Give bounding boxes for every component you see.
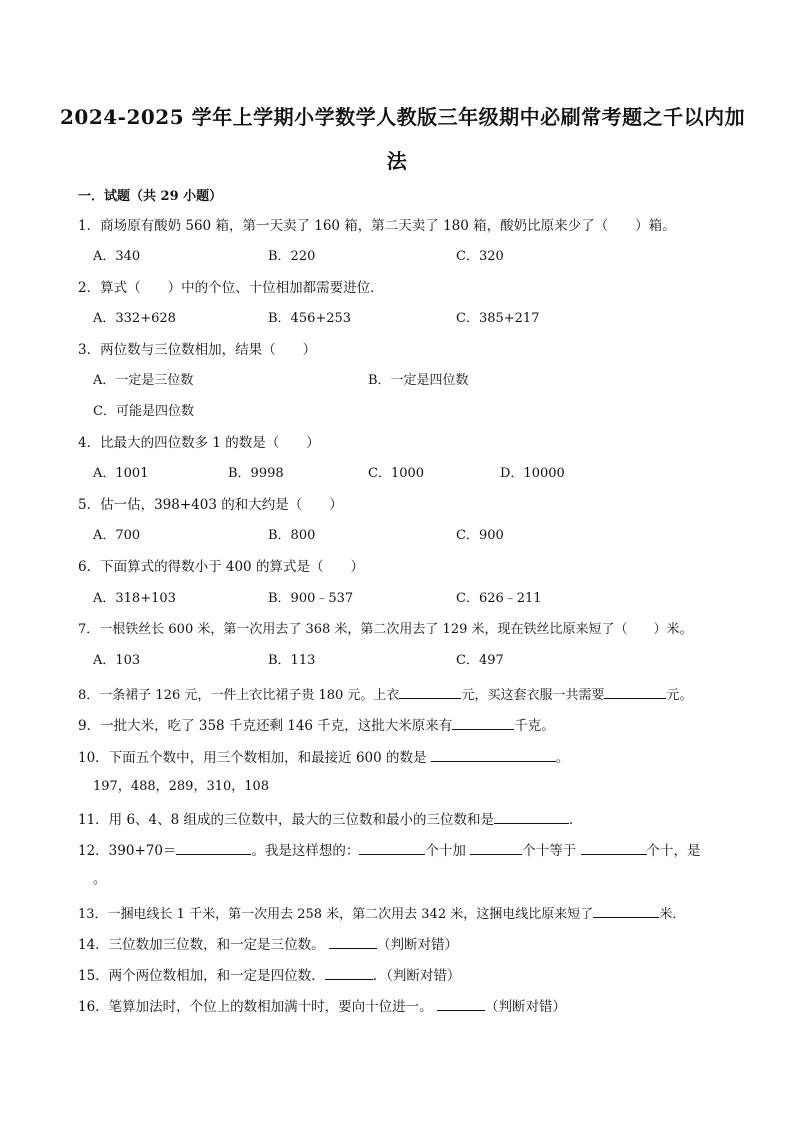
question-8 — [78, 684, 692, 705]
q9-blank[interactable] — [452, 715, 514, 730]
q14-blank[interactable] — [329, 934, 377, 949]
q8-text-part2: 元，买这套衣服一共需要 — [461, 688, 605, 703]
q15-text-part2: ．（判断对错） — [372, 968, 461, 984]
q11-blank[interactable] — [494, 809, 569, 824]
q2-option-c: C．385+217 — [456, 311, 540, 326]
q12-text-part5: 个十，是 — [646, 843, 701, 859]
page-title-line1: 2024-2025 学年上学期小学数学人教版三年级期中必刷常考题之千以内加 — [60, 105, 746, 129]
question-3: 3．两位数与三位数相加，结果（ ） — [78, 342, 317, 358]
question-2: 2．算式（ ）中的个位、十位相加都需要进位． — [78, 280, 384, 296]
q5-option-b: B．800 — [268, 528, 316, 543]
q1-option-c: C．320 — [456, 249, 504, 264]
q12-text-part1: 12．390+70＝ — [78, 843, 177, 859]
q12-blank-1[interactable] — [176, 840, 251, 855]
q12-blank-5-end: 。 — [93, 872, 107, 887]
q10-number-list: 197，488，289，310，108 — [93, 779, 270, 794]
q12-blank-4[interactable] — [581, 840, 647, 855]
q4-option-d: D．10000 — [500, 466, 565, 481]
q14-text-part1: 14．三位数加三位数，和一定是三位数。 — [78, 937, 329, 953]
question-9 — [78, 715, 555, 735]
q13-text-part1: 13．一捆电线长 1 千米，第一次用去 258 米，第二次用去 342 米，这捆电线比原来短了 — [78, 907, 594, 922]
question-13 — [78, 903, 685, 924]
q7-option-c: C．497 — [456, 653, 504, 668]
question-1: 1．商场原有酸奶 560 箱，第一天卖了 160 箱，第二天卖了 180 箱，酸奶比原来少了（ ）箱。 — [78, 218, 676, 234]
q16-text-part1: 16．笔算加法时，个位上的数相加满十时，要向十位进一。 — [78, 999, 437, 1015]
q9-text-part1: 9．一批大米，吃了 358 千克还剩 146 千克，这批大米原来有 — [78, 718, 453, 734]
q6-option-c: C．626﹣211 — [456, 591, 542, 606]
q14-text-part2: （判断对错） — [376, 937, 458, 953]
q1-option-b: B．220 — [268, 249, 316, 264]
question-7: 7．一根铁丝长 600 米，第一次用去了 368 米，第二次用去了 129 米，现在铁丝比原来短了（ ）米。 — [78, 622, 693, 637]
q8-blank-1[interactable] — [399, 684, 461, 699]
q5-option-a: A．700 — [93, 528, 141, 543]
q2-option-a: A．332+628 — [93, 311, 176, 326]
q11-text-part2: ． — [569, 812, 583, 828]
q2-option-b: B．456+253 — [268, 311, 352, 326]
q11-text-part1: 11．用 6、4、8 组成的三位数中，最大的三位数和最小的三位数和是 — [78, 812, 495, 828]
question-6: 6．下面算式的得数小于 400 的算式是（ ） — [78, 559, 364, 575]
q10-text-part2: 。 — [555, 750, 570, 766]
q7-option-b: B．113 — [268, 653, 316, 668]
q6-option-b: B．900﹣537 — [268, 591, 354, 606]
q7-option-a: A．103 — [93, 653, 141, 668]
page-title-line2: 法 — [386, 149, 408, 173]
question-5: 5．估一估，398+403 的和大约是（ ） — [78, 497, 343, 513]
q16-blank[interactable] — [437, 996, 485, 1011]
q8-text-part3: 元。 — [666, 688, 693, 703]
question-14 — [78, 934, 458, 954]
question-11 — [78, 809, 583, 829]
section-heading: 一．试题（共 29 小题） — [78, 189, 223, 204]
q13-blank[interactable] — [593, 903, 659, 918]
q8-text-part1: 8．一条裙子 126 元，一件上衣比裙子贵 180 元。上衣 — [78, 688, 400, 703]
q3-option-b: B．一定是四位数 — [368, 373, 469, 388]
q12-blank-3[interactable] — [470, 840, 522, 855]
q12-blank-2[interactable] — [359, 840, 425, 855]
q12-text-part2: 。我是这样想的： — [251, 843, 360, 859]
q6-option-a: A．318+103 — [93, 591, 176, 606]
q3-option-c: C．可能是四位数 — [93, 404, 194, 419]
q3-option-a: A．一定是三位数 — [93, 373, 194, 388]
question-15 — [78, 965, 460, 985]
q10-text-part1: 10．下面五个数中，用三个数相加，和最接近 600 的数是 — [78, 750, 431, 766]
question-16 — [78, 996, 566, 1016]
question-12 — [78, 840, 701, 860]
q12-text-part3: 个十加 — [425, 843, 471, 859]
q5-option-c: C．900 — [456, 528, 504, 543]
q15-blank[interactable] — [325, 965, 373, 980]
q9-text-part2: 千克。 — [514, 718, 555, 734]
q16-text-part2: （判断对错） — [484, 999, 566, 1015]
q13-text-part2: 米． — [659, 907, 686, 922]
q12-text-part4: 个十等于 — [522, 843, 581, 859]
question-4: 4．比最大的四位数多 1 的数是（ ） — [78, 435, 320, 451]
q8-blank-2[interactable] — [604, 684, 666, 699]
q1-option-a: A．340 — [93, 249, 141, 264]
q4-option-b: B．9998 — [228, 466, 284, 481]
q4-option-a: A．1001 — [93, 466, 149, 481]
q4-option-c: C．1000 — [368, 466, 425, 481]
q10-blank[interactable] — [431, 747, 556, 762]
q15-text-part1: 15．两个两位数相加，和一定是四位数． — [78, 968, 325, 984]
question-10 — [78, 747, 569, 767]
